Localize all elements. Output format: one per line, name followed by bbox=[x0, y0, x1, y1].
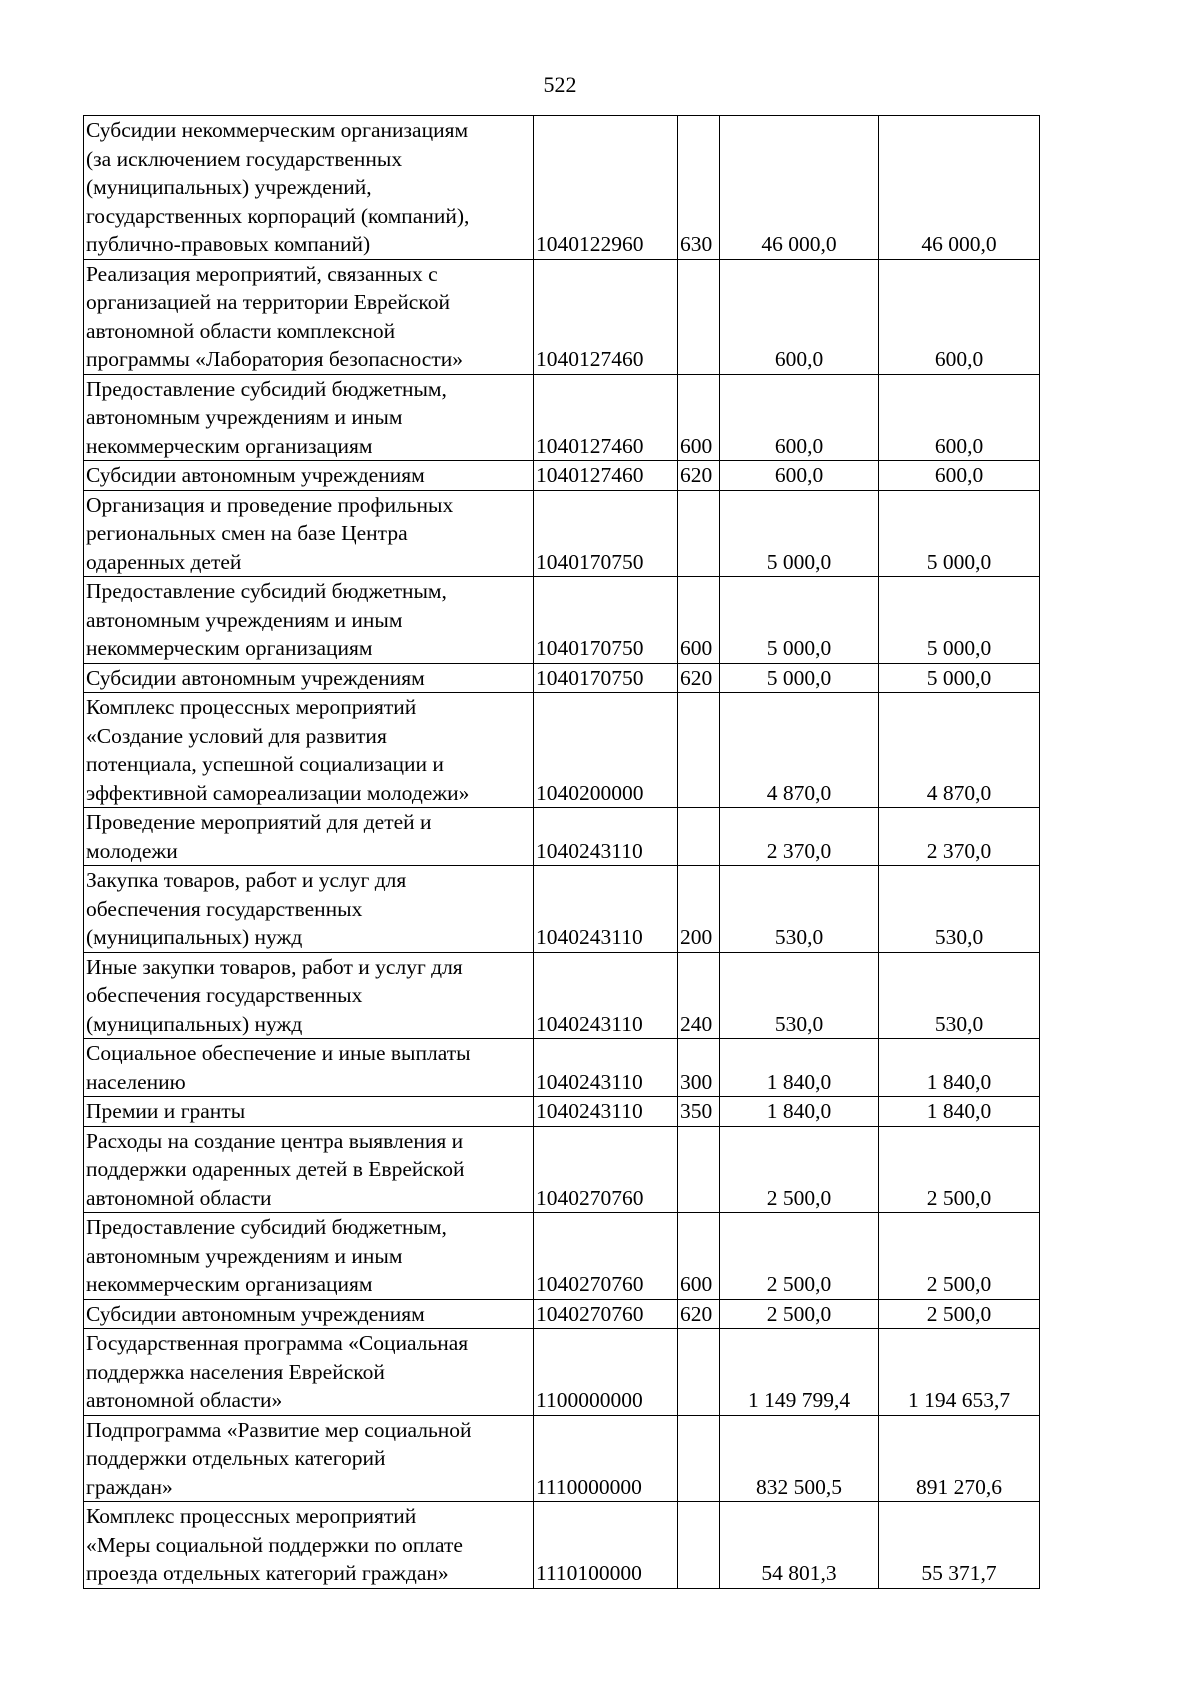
row-code-cell: 1040270760 bbox=[534, 1299, 678, 1329]
row-amount-year2-cell: 1 840,0 bbox=[879, 1097, 1040, 1127]
row-expense-type-cell bbox=[678, 490, 720, 577]
row-code-cell: 1040127460 bbox=[534, 259, 678, 374]
row-amount-year2-cell: 1 840,0 bbox=[879, 1039, 1040, 1097]
row-amount-year2-cell: 5 000,0 bbox=[879, 577, 1040, 664]
row-name-cell: Комплекс процессных мероприятий «Меры социальной поддержки по оплате проезда отдельных категорий граждан» bbox=[84, 1502, 534, 1589]
row-name-cell: Субсидии автономным учреждениям bbox=[84, 663, 534, 693]
table-row bbox=[84, 952, 1040, 1039]
row-code-cell: 1100000000 bbox=[534, 1329, 678, 1416]
row-expense-type-cell: 600 bbox=[678, 374, 720, 461]
row-amount-year1-cell: 4 870,0 bbox=[720, 693, 879, 808]
row-name-cell: Закупка товаров, работ и услуг для обеспечения государственных (муниципальных) нужд bbox=[84, 866, 534, 953]
row-amount-year2-cell: 600,0 bbox=[879, 374, 1040, 461]
table-row bbox=[84, 116, 1040, 260]
row-code-cell: 1040243110 bbox=[534, 1039, 678, 1097]
row-name-cell: Предоставление субсидий бюджетным, автономным учреждениям и иным некоммерческим организациям bbox=[84, 374, 534, 461]
row-name-cell: Субсидии некоммерческим организациям (за исключением государственных (муниципальных) учреждений, государственных корпораций (компаний), публично-правовых компаний) bbox=[84, 116, 534, 260]
row-name-cell: Государственная программа «Социальная поддержка населения Еврейской автономной области» bbox=[84, 1329, 534, 1416]
row-name-cell: Реализация мероприятий, связанных с организацией на территории Еврейской автономной области комплексной программы «Лаборатория безопасности» bbox=[84, 259, 534, 374]
row-code-cell: 1040243110 bbox=[534, 808, 678, 866]
row-expense-type-cell bbox=[678, 693, 720, 808]
row-code-cell: 1040270760 bbox=[534, 1213, 678, 1300]
row-expense-type-cell: 620 bbox=[678, 663, 720, 693]
table-row bbox=[84, 693, 1040, 808]
row-amount-year1-cell: 5 000,0 bbox=[720, 577, 879, 664]
row-expense-type-cell bbox=[678, 1126, 720, 1213]
row-amount-year1-cell: 832 500,5 bbox=[720, 1415, 879, 1502]
table-row bbox=[84, 1126, 1040, 1213]
row-amount-year2-cell: 4 870,0 bbox=[879, 693, 1040, 808]
row-expense-type-cell: 620 bbox=[678, 1299, 720, 1329]
table-row bbox=[84, 866, 1040, 953]
row-amount-year1-cell: 600,0 bbox=[720, 461, 879, 491]
row-expense-type-cell: 630 bbox=[678, 116, 720, 260]
row-expense-type-cell bbox=[678, 1329, 720, 1416]
row-amount-year2-cell: 530,0 bbox=[879, 952, 1040, 1039]
row-expense-type-cell bbox=[678, 1415, 720, 1502]
table-row bbox=[84, 461, 1040, 491]
row-code-cell: 1110000000 bbox=[534, 1415, 678, 1502]
row-amount-year2-cell: 2 500,0 bbox=[879, 1299, 1040, 1329]
budget-table-body bbox=[84, 116, 1040, 1589]
row-amount-year2-cell: 55 371,7 bbox=[879, 1502, 1040, 1589]
row-expense-type-cell: 300 bbox=[678, 1039, 720, 1097]
row-code-cell: 1040243110 bbox=[534, 952, 678, 1039]
row-expense-type-cell: 600 bbox=[678, 577, 720, 664]
row-name-cell: Предоставление субсидий бюджетным, автономным учреждениям и иным некоммерческим организациям bbox=[84, 577, 534, 664]
row-amount-year1-cell: 530,0 bbox=[720, 866, 879, 953]
table-row bbox=[84, 1329, 1040, 1416]
row-expense-type-cell: 200 bbox=[678, 866, 720, 953]
row-amount-year1-cell: 2 370,0 bbox=[720, 808, 879, 866]
row-amount-year1-cell: 1 840,0 bbox=[720, 1039, 879, 1097]
row-code-cell: 1040170750 bbox=[534, 663, 678, 693]
budget-table bbox=[83, 115, 1040, 1589]
table-row bbox=[84, 1299, 1040, 1329]
row-amount-year1-cell: 5 000,0 bbox=[720, 663, 879, 693]
row-code-cell: 1040122960 bbox=[534, 116, 678, 260]
row-expense-type-cell: 240 bbox=[678, 952, 720, 1039]
row-name-cell: Проведение мероприятий для детей и молодежи bbox=[84, 808, 534, 866]
row-amount-year1-cell: 530,0 bbox=[720, 952, 879, 1039]
table-row bbox=[84, 1502, 1040, 1589]
table-row bbox=[84, 1097, 1040, 1127]
row-expense-type-cell: 350 bbox=[678, 1097, 720, 1127]
row-name-cell: Субсидии автономным учреждениям bbox=[84, 461, 534, 491]
row-code-cell: 1040170750 bbox=[534, 490, 678, 577]
row-name-cell: Комплекс процессных мероприятий «Создание условий для развития потенциала, успешной социализации и эффективной самореализации молодежи» bbox=[84, 693, 534, 808]
table-row bbox=[84, 1415, 1040, 1502]
row-amount-year1-cell: 1 149 799,4 bbox=[720, 1329, 879, 1416]
row-amount-year1-cell: 46 000,0 bbox=[720, 116, 879, 260]
table-row bbox=[84, 663, 1040, 693]
row-name-cell: Субсидии автономным учреждениям bbox=[84, 1299, 534, 1329]
table-row bbox=[84, 1213, 1040, 1300]
row-amount-year2-cell: 5 000,0 bbox=[879, 490, 1040, 577]
row-amount-year1-cell: 2 500,0 bbox=[720, 1126, 879, 1213]
row-amount-year1-cell: 54 801,3 bbox=[720, 1502, 879, 1589]
row-amount-year2-cell: 600,0 bbox=[879, 259, 1040, 374]
row-code-cell: 1040127460 bbox=[534, 374, 678, 461]
row-code-cell: 1040243110 bbox=[534, 866, 678, 953]
row-amount-year2-cell: 5 000,0 bbox=[879, 663, 1040, 693]
row-amount-year2-cell: 600,0 bbox=[879, 461, 1040, 491]
table-row bbox=[84, 1039, 1040, 1097]
row-name-cell: Премии и гранты bbox=[84, 1097, 534, 1127]
row-expense-type-cell bbox=[678, 808, 720, 866]
row-code-cell: 1110100000 bbox=[534, 1502, 678, 1589]
row-code-cell: 1040243110 bbox=[534, 1097, 678, 1127]
row-expense-type-cell: 600 bbox=[678, 1213, 720, 1300]
row-code-cell: 1040200000 bbox=[534, 693, 678, 808]
row-expense-type-cell: 620 bbox=[678, 461, 720, 491]
table-row bbox=[84, 808, 1040, 866]
row-amount-year2-cell: 1 194 653,7 bbox=[879, 1329, 1040, 1416]
row-code-cell: 1040270760 bbox=[534, 1126, 678, 1213]
row-amount-year2-cell: 2 500,0 bbox=[879, 1213, 1040, 1300]
row-amount-year1-cell: 5 000,0 bbox=[720, 490, 879, 577]
row-amount-year2-cell: 891 270,6 bbox=[879, 1415, 1040, 1502]
table-row bbox=[84, 259, 1040, 374]
row-name-cell: Социальное обеспечение и иные выплаты населению bbox=[84, 1039, 534, 1097]
row-amount-year1-cell: 600,0 bbox=[720, 374, 879, 461]
row-amount-year1-cell: 2 500,0 bbox=[720, 1213, 879, 1300]
table-row bbox=[84, 490, 1040, 577]
row-amount-year1-cell: 1 840,0 bbox=[720, 1097, 879, 1127]
row-amount-year1-cell: 600,0 bbox=[720, 259, 879, 374]
row-amount-year2-cell: 530,0 bbox=[879, 866, 1040, 953]
row-expense-type-cell bbox=[678, 259, 720, 374]
row-amount-year2-cell: 2 370,0 bbox=[879, 808, 1040, 866]
page-number: 522 bbox=[543, 72, 577, 97]
row-name-cell: Иные закупки товаров, работ и услуг для обеспечения государственных (муниципальных) нужд bbox=[84, 952, 534, 1039]
row-name-cell: Расходы на создание центра выявления и поддержки одаренных детей в Еврейской автономной области bbox=[84, 1126, 534, 1213]
row-amount-year2-cell: 46 000,0 bbox=[879, 116, 1040, 260]
row-amount-year1-cell: 2 500,0 bbox=[720, 1299, 879, 1329]
table-row bbox=[84, 374, 1040, 461]
row-name-cell: Подпрограмма «Развитие мер социальной поддержки отдельных категорий граждан» bbox=[84, 1415, 534, 1502]
row-code-cell: 1040170750 bbox=[534, 577, 678, 664]
row-expense-type-cell bbox=[678, 1502, 720, 1589]
row-name-cell: Организация и проведение профильных региональных смен на базе Центра одаренных детей bbox=[84, 490, 534, 577]
row-code-cell: 1040127460 bbox=[534, 461, 678, 491]
row-amount-year2-cell: 2 500,0 bbox=[879, 1126, 1040, 1213]
row-name-cell: Предоставление субсидий бюджетным, автономным учреждениям и иным некоммерческим организациям bbox=[84, 1213, 534, 1300]
table-row bbox=[84, 577, 1040, 664]
